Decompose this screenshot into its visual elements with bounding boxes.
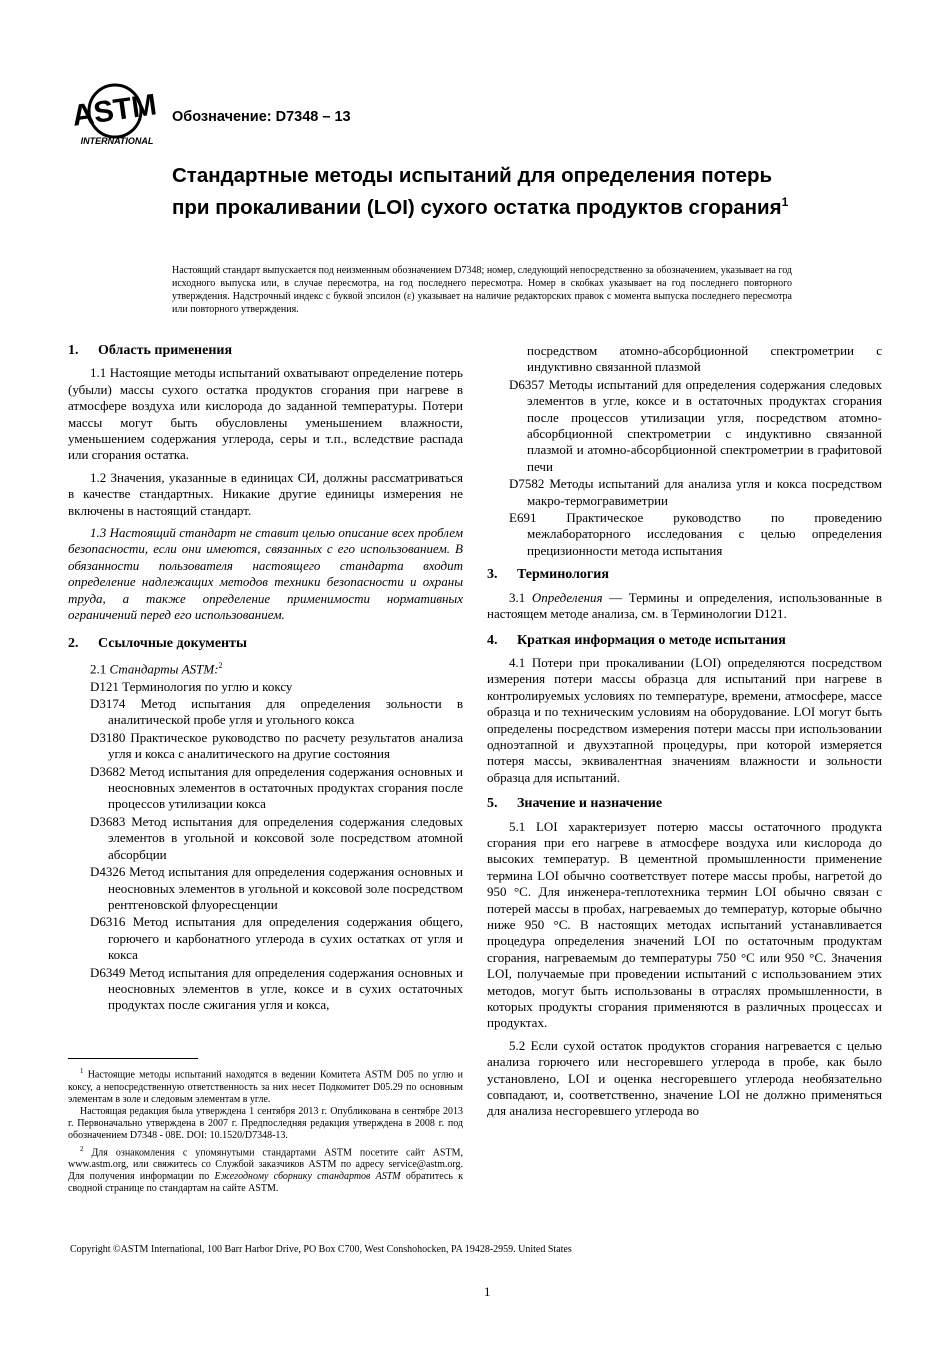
section-3-heading: 3. Терминология (487, 567, 609, 583)
ref-d3682: D3682 Метод испытания для определения содержания основных и неосновных элементов в остаточных продуктах сгорания после процессов утилизации кокса (90, 763, 463, 812)
logo-subtext: INTERNATIONAL (80, 136, 154, 146)
para-1-2: 1.2 Значения, указанные в единицах СИ, должны рассматриваться в качестве стандартных. Никакие другие единицы измерения не включены в настоящий стандарт. (68, 469, 463, 518)
footnote-1: $^1$ Настоящие методы испытаний находятся в ведении Комитета ASTM D05 по углю и коксу, а непосредственную ответственность за них несет Подкомитет D05.29 по основным элементам в золе и следовым элементам в угле. (68, 1067, 464, 1105)
left-column (68, 343, 463, 1015)
ref-d6316: D6316 Метод испытания для определения содержания общего, горючего и карбонатного углерода в сухих остатках от угля и кокса (90, 914, 463, 963)
title-footnote-mark: 1 (781, 195, 789, 209)
document-title (172, 163, 812, 221)
copyright: Copyright ©ASTM International, 100 Barr Harbor Drive, PO Box C700, West Conshohocken, PA 19428-2959. United States (70, 1244, 572, 1255)
section-4-heading: 4. Краткая информация о методе испытания (487, 632, 786, 648)
para-4-1: 4.1 Потери при прокаливании (LOI) определяются посредством измерения потери массы образца для испытаний при нагреве в контролируемых условиях по температуре, времени, атмосфере, массе образца и по техническим условиям на оборудование. LOI могут быть определены посредством измерения потери массы при использовании одноэтапной и двухэтапной процедуры, при которой измеряется потеря массы, эквивалентная значениям влажности и зольности образца для испытаний. (487, 654, 882, 785)
footnotes (68, 1058, 463, 1196)
section-5-heading: 5. Значение и назначение (487, 796, 663, 812)
ref-d7582: D7582 Методы испытаний для анализа угля и кокса посредством макро-термогравиметрии (509, 476, 882, 508)
para-5-1: 5.1 LOI характеризует потерю массы остаточного продукта сгорания при его нагреве в атмосфере воздуха или кислорода до высоких температур. В цементной промышленности применение термина LOI обычно соответствует потере массы пробы, нагретой до 950 °C. Для инженера-теплотехника термин LOI обычно связан с потерей массы в пробах, нагреваемых до температур, которые обычно ниже 950 °C. В настоящих методах испытаний устанавливается процедура определения значений LOI по остаточным продуктам сгорания, нагреваемым до температуры 750 °C или 950 °C. Значения LOI, получаемые при проведении испытаний с использованием этих методов, могут быть использованы в отраслях промышленности, в которых продукты сгорания применяются в различных процессах и продуктах. (487, 818, 882, 1031)
para-2-1: 2.1 Стандарты ASTM:$^2$ (90, 660, 223, 677)
para-1-1: 1.1 Настоящие методы испытаний охватывают определение потерь (убыли) массы сухого остатка продуктов сгорания при нагреве в атмосфере воздуха или кислорода до заданной температуры. Потери массы могут быть обусловлены уменьшением влажности, уменьшением содержания углерода, серы и т.п., вследствие распада или сгорания остатка. (68, 365, 463, 463)
astm-logo (70, 80, 160, 150)
ref-d3683: D3683 Метод испытания для определения содержания следовых элементов в угольной и коксовой золе посредством атомной абсорбции (90, 813, 463, 862)
section-2-heading: 2. Ссылочные документы (68, 635, 247, 651)
logo-text: ASTM (70, 88, 159, 133)
designation: Обозначение: D7348 – 13 (172, 109, 351, 125)
ref-d6349-continued: посредством атомно-абсорбционной спектрометрии с индуктивно связанной плазмой (527, 343, 882, 375)
ref-d121: D121 Терминология по углю и коксу (90, 678, 293, 694)
footnote-rule (68, 1058, 198, 1059)
right-column (487, 343, 882, 1126)
para-3-1: 3.1 Определения — Термины и определения, использованные в настоящем методе анализа, см. в Терминологии D121. (487, 589, 882, 622)
standard-notice: Настоящий стандарт выпускается под неизменным обозначением D7348; номер, следующий непосредственно за обозначением, указывает на год исходного выпуска или, в случае пересмотра, на год последнего пересмотра. Номер в скобках указывает на год последнего повторного утверждения. Надстрочный индекс с буквой эпсилон (ε) указывает на наличие редакторских правок с момента выпуска последнего пересмотра или повторного утверждения. (172, 265, 792, 315)
para-1-3: 1.3 Настоящий стандарт не ставит целью описание всех проблем безопасности, если они имеются, связанных с его использованием. В обязанности пользователя настоящего стандарта входит определение надлежащих методов техники безопасности и охраны труда, а также определение применимости нормативных ограничений перед его использованием. (68, 525, 463, 623)
ref-d6349: D6349 Метод испытания для определения содержания основных и неосновных элементов в угле, коксе и в сухих остаточных продуктах после сжигания угля и кокса, (90, 964, 463, 1013)
footnote-2: $^2$ Для ознакомления с упомянутыми стандартами ASTM посетите сайт ASTM, www.astm.org, или свяжитесь со Службой заказчиков ASTM по адресу service@astm.org. Для получения информации по Ежегодному сборнику стандартов ASTM обратитесь к сводной странице по стандартам на сайте ASTM. (68, 1144, 464, 1195)
title-text: Стандартные методы испытаний для определения потерь при прокаливании (LOI) сухого остатка продуктов сгорания (172, 164, 782, 219)
ref-d3174: D3174 Метод испытания для определения зольности в аналитической пробе угля и угольного кокса (90, 696, 463, 728)
page-number: 1 (484, 1284, 491, 1299)
para-5-2: 5.2 Если сухой остаток продуктов сгорания нагревается с целью анализа горючего или несгоревшего углерода в пробе, как было установлено, LOI и оценка несгоревшего углерода необязательно совпадают, и, соответственно, значение LOI не должно применяться для анализа несгоревшего углерода во (487, 1037, 882, 1119)
ref-d3180: D3180 Практическое руководство по расчету результатов анализа угля и кокса с аналитического на другие состояния (90, 729, 463, 762)
ref-d6357: D6357 Методы испытаний для определения содержания следовых элементов в угле, коксе и в остаточных продуктах сгорания после процессов утилизации угля, посредством атомно-абсорбционной спектрометрии с индуктивно связанной плазмой и атомно-абсорбционной спектрометрии в графитовой печи (509, 376, 882, 474)
ref-d4326: D4326 Метод испытания для определения содержания основных и неосновных элементов в угольной и коксовой золе посредством рентгеновской флуоресценции (90, 864, 463, 912)
ref-e691: E691 Практическое руководство по проведению межлабораторного исследования с целью определения прецизионности метода испытания (509, 510, 882, 558)
section-1-heading: 1. Область применения (68, 343, 233, 358)
footnote-1-approval: Настоящая редакция была утверждена 1 сентября 2013 г. Опубликована в сентябре 2013 г. Первоначально утверждена в 2007 г. Предпоследняя редакция утверждена в 2008 г. под обозначением D7348 - 08E. DOI: 10.1520/D7348-13. (68, 1105, 463, 1142)
